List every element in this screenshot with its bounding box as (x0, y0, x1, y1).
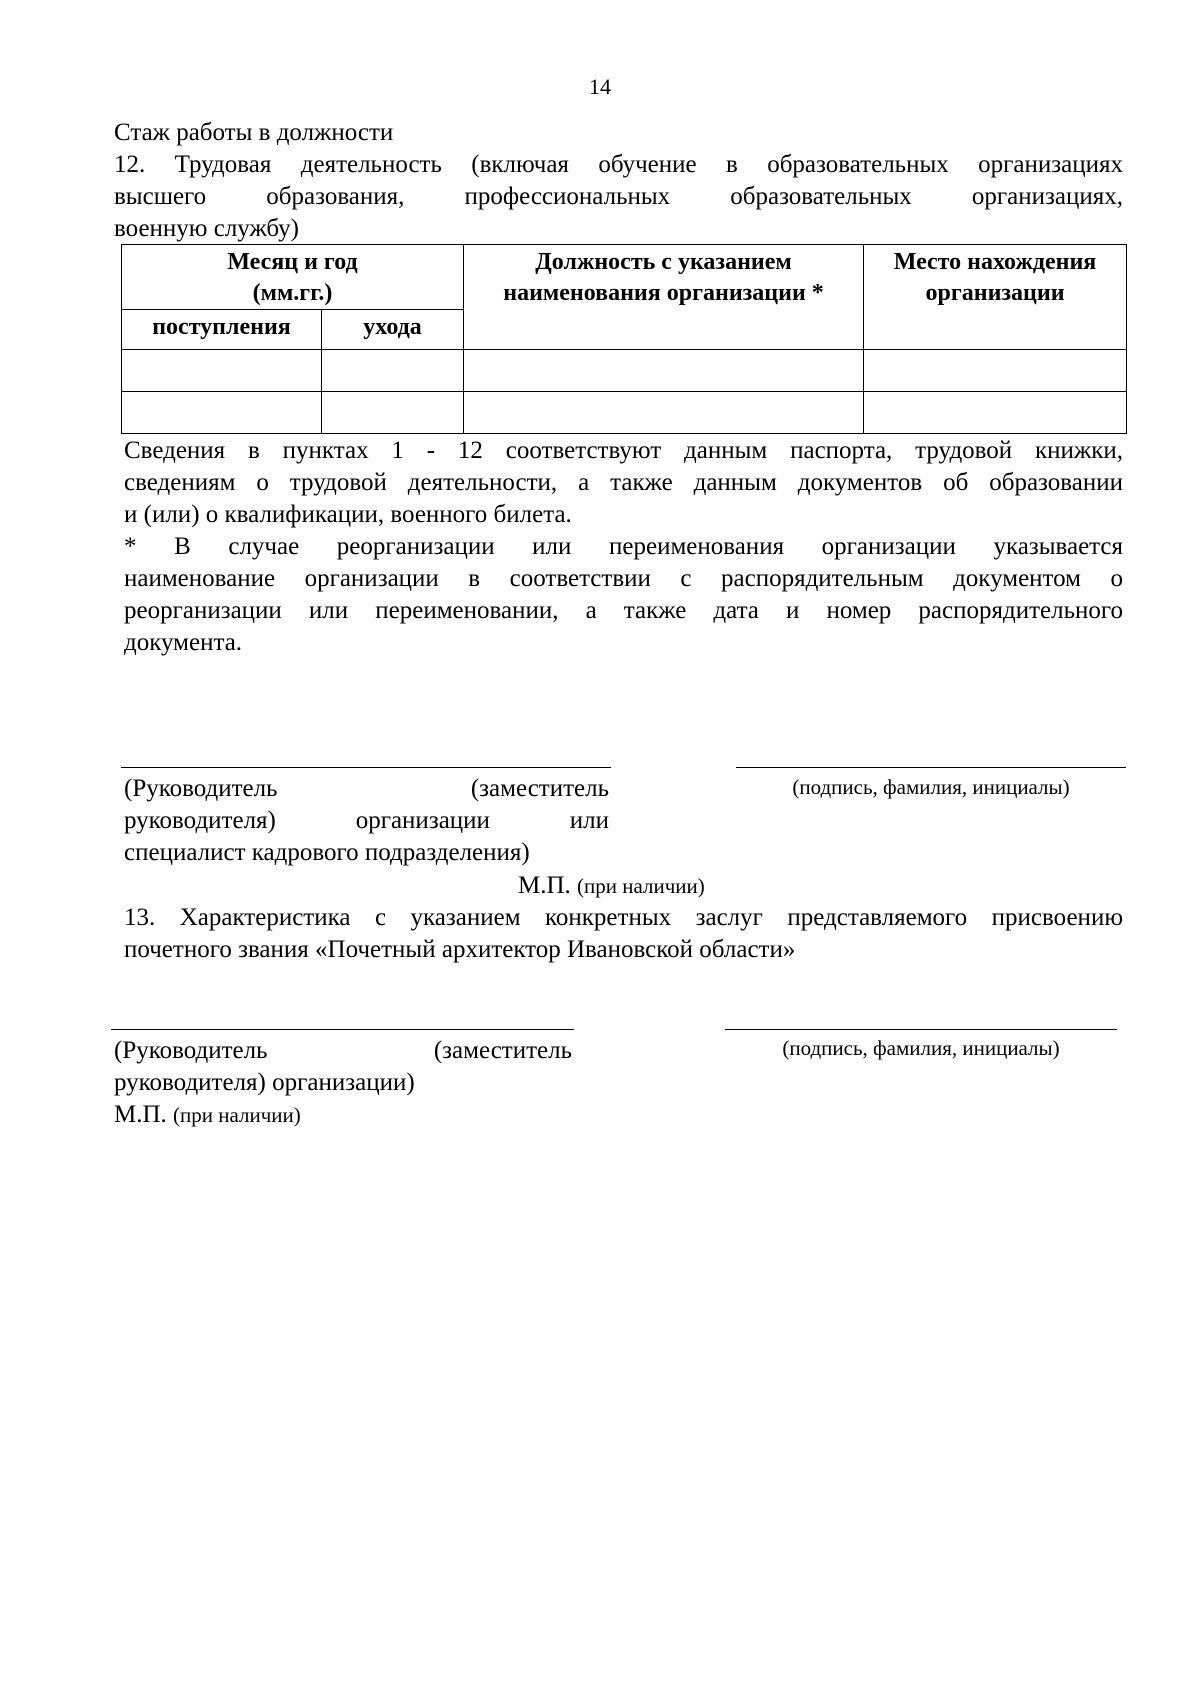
note-line-1: Сведения в пунктах 1 - 12 соответствуют данным паспорта, трудовой книжки, (124, 437, 1123, 464)
table-row (122, 392, 1127, 434)
footnote-line-4: документа. (124, 629, 243, 656)
stamp-label: М.П. (114, 1101, 167, 1128)
month-year-format: (мм.гг.) (252, 280, 333, 306)
section-12-line-3: военную службу) (114, 215, 299, 242)
month-year-label: Месяц и год (227, 249, 358, 275)
location-header-line-1: Место нахождения (893, 249, 1097, 275)
footnote-line-1: * В случае реорганизации или переименования организации указывается (124, 533, 1123, 560)
signature-caption: (подпись, фамилия, инициалы) (792, 775, 1070, 799)
signatory-role-line-2: руководителя) организации) (114, 1069, 415, 1096)
stamp-place (518, 870, 705, 902)
signature-line (736, 767, 1126, 768)
section-12-line-2: высшего образования, профессиональных образовательных организациях, (114, 183, 1123, 210)
stamp-label: М.П. (518, 872, 571, 899)
section-13-line-1: 13. Характеристика с указанием конкретных заслуг представляемого присвоению (124, 904, 1123, 931)
table-header-row (122, 245, 1127, 310)
stamp-note: (при наличии) (577, 874, 705, 898)
page-number: 14 (589, 74, 611, 99)
signature-caption: (подпись, фамилия, инициалы) (782, 1036, 1060, 1060)
stamp-note: (при наличии) (173, 1103, 301, 1127)
position-header (464, 245, 864, 350)
location-header-line-2: организации (925, 280, 1065, 306)
work-history-table (121, 244, 1127, 434)
table-cell (322, 392, 464, 434)
note-line-3: и (или) о квалификации, военного билета. (124, 501, 572, 528)
note-line-2: сведениям о трудовой деятельности, а также данным документов об образовании (124, 469, 1123, 496)
month-year-header (122, 245, 464, 310)
signatory-role-line-1: (Руководитель (заместитель (114, 1037, 572, 1064)
position-header-line-1: Должность с указанием (535, 249, 792, 275)
signature-line (725, 1029, 1117, 1030)
table-row (122, 350, 1127, 392)
entry-header: поступления (122, 310, 322, 350)
section-12-line-1: 12. Трудовая деятельность (включая обучение в образовательных организациях (114, 151, 1123, 178)
location-header (864, 245, 1127, 350)
footnote-line-2: наименование организации в соответствии с распорядительным документом о (124, 565, 1123, 592)
table-cell (122, 392, 322, 434)
stamp-place (114, 1099, 301, 1131)
exit-header: ухода (322, 310, 464, 350)
signature-role-line (111, 1029, 574, 1030)
position-header-line-2: наименования организации * (503, 280, 824, 306)
table-cell (464, 392, 864, 434)
table-cell (322, 350, 464, 392)
table-cell (464, 350, 864, 392)
work-experience-label: Стаж работы в должности (114, 119, 394, 146)
signatory-role-line-3: специалист кадрового подразделения) (124, 839, 530, 866)
table-cell (864, 350, 1127, 392)
table-cell (122, 350, 322, 392)
table-cell (864, 392, 1127, 434)
footnote-line-3: реорганизации или переименовании, а также дата и номер распорядительного (124, 597, 1123, 624)
signatory-role-line-1: (Руководитель (заместитель (124, 775, 609, 802)
section-13-line-2: почетного звания «Почетный архитектор Ивановской области» (124, 936, 796, 963)
signatory-role-line-2: руководителя) организации или (124, 807, 609, 834)
signature-role-line (121, 767, 611, 768)
